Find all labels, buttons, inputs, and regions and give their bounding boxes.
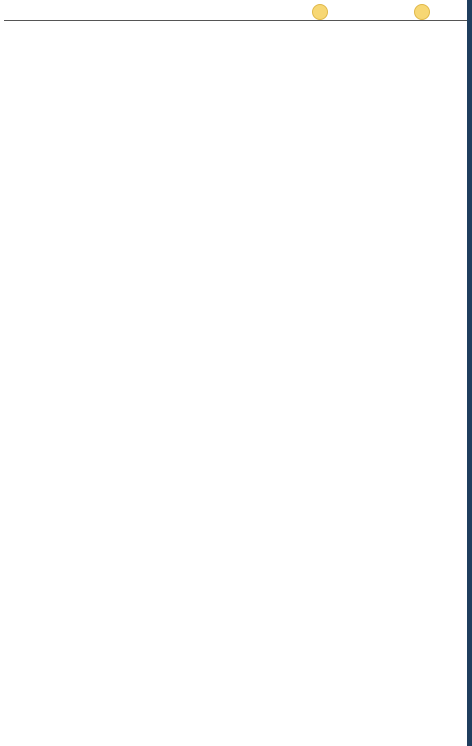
info-icon-previous[interactable] bbox=[414, 4, 430, 20]
header-row bbox=[4, 4, 467, 21]
info-icon-current[interactable] bbox=[312, 4, 328, 20]
right-edge-bar bbox=[467, 0, 472, 746]
